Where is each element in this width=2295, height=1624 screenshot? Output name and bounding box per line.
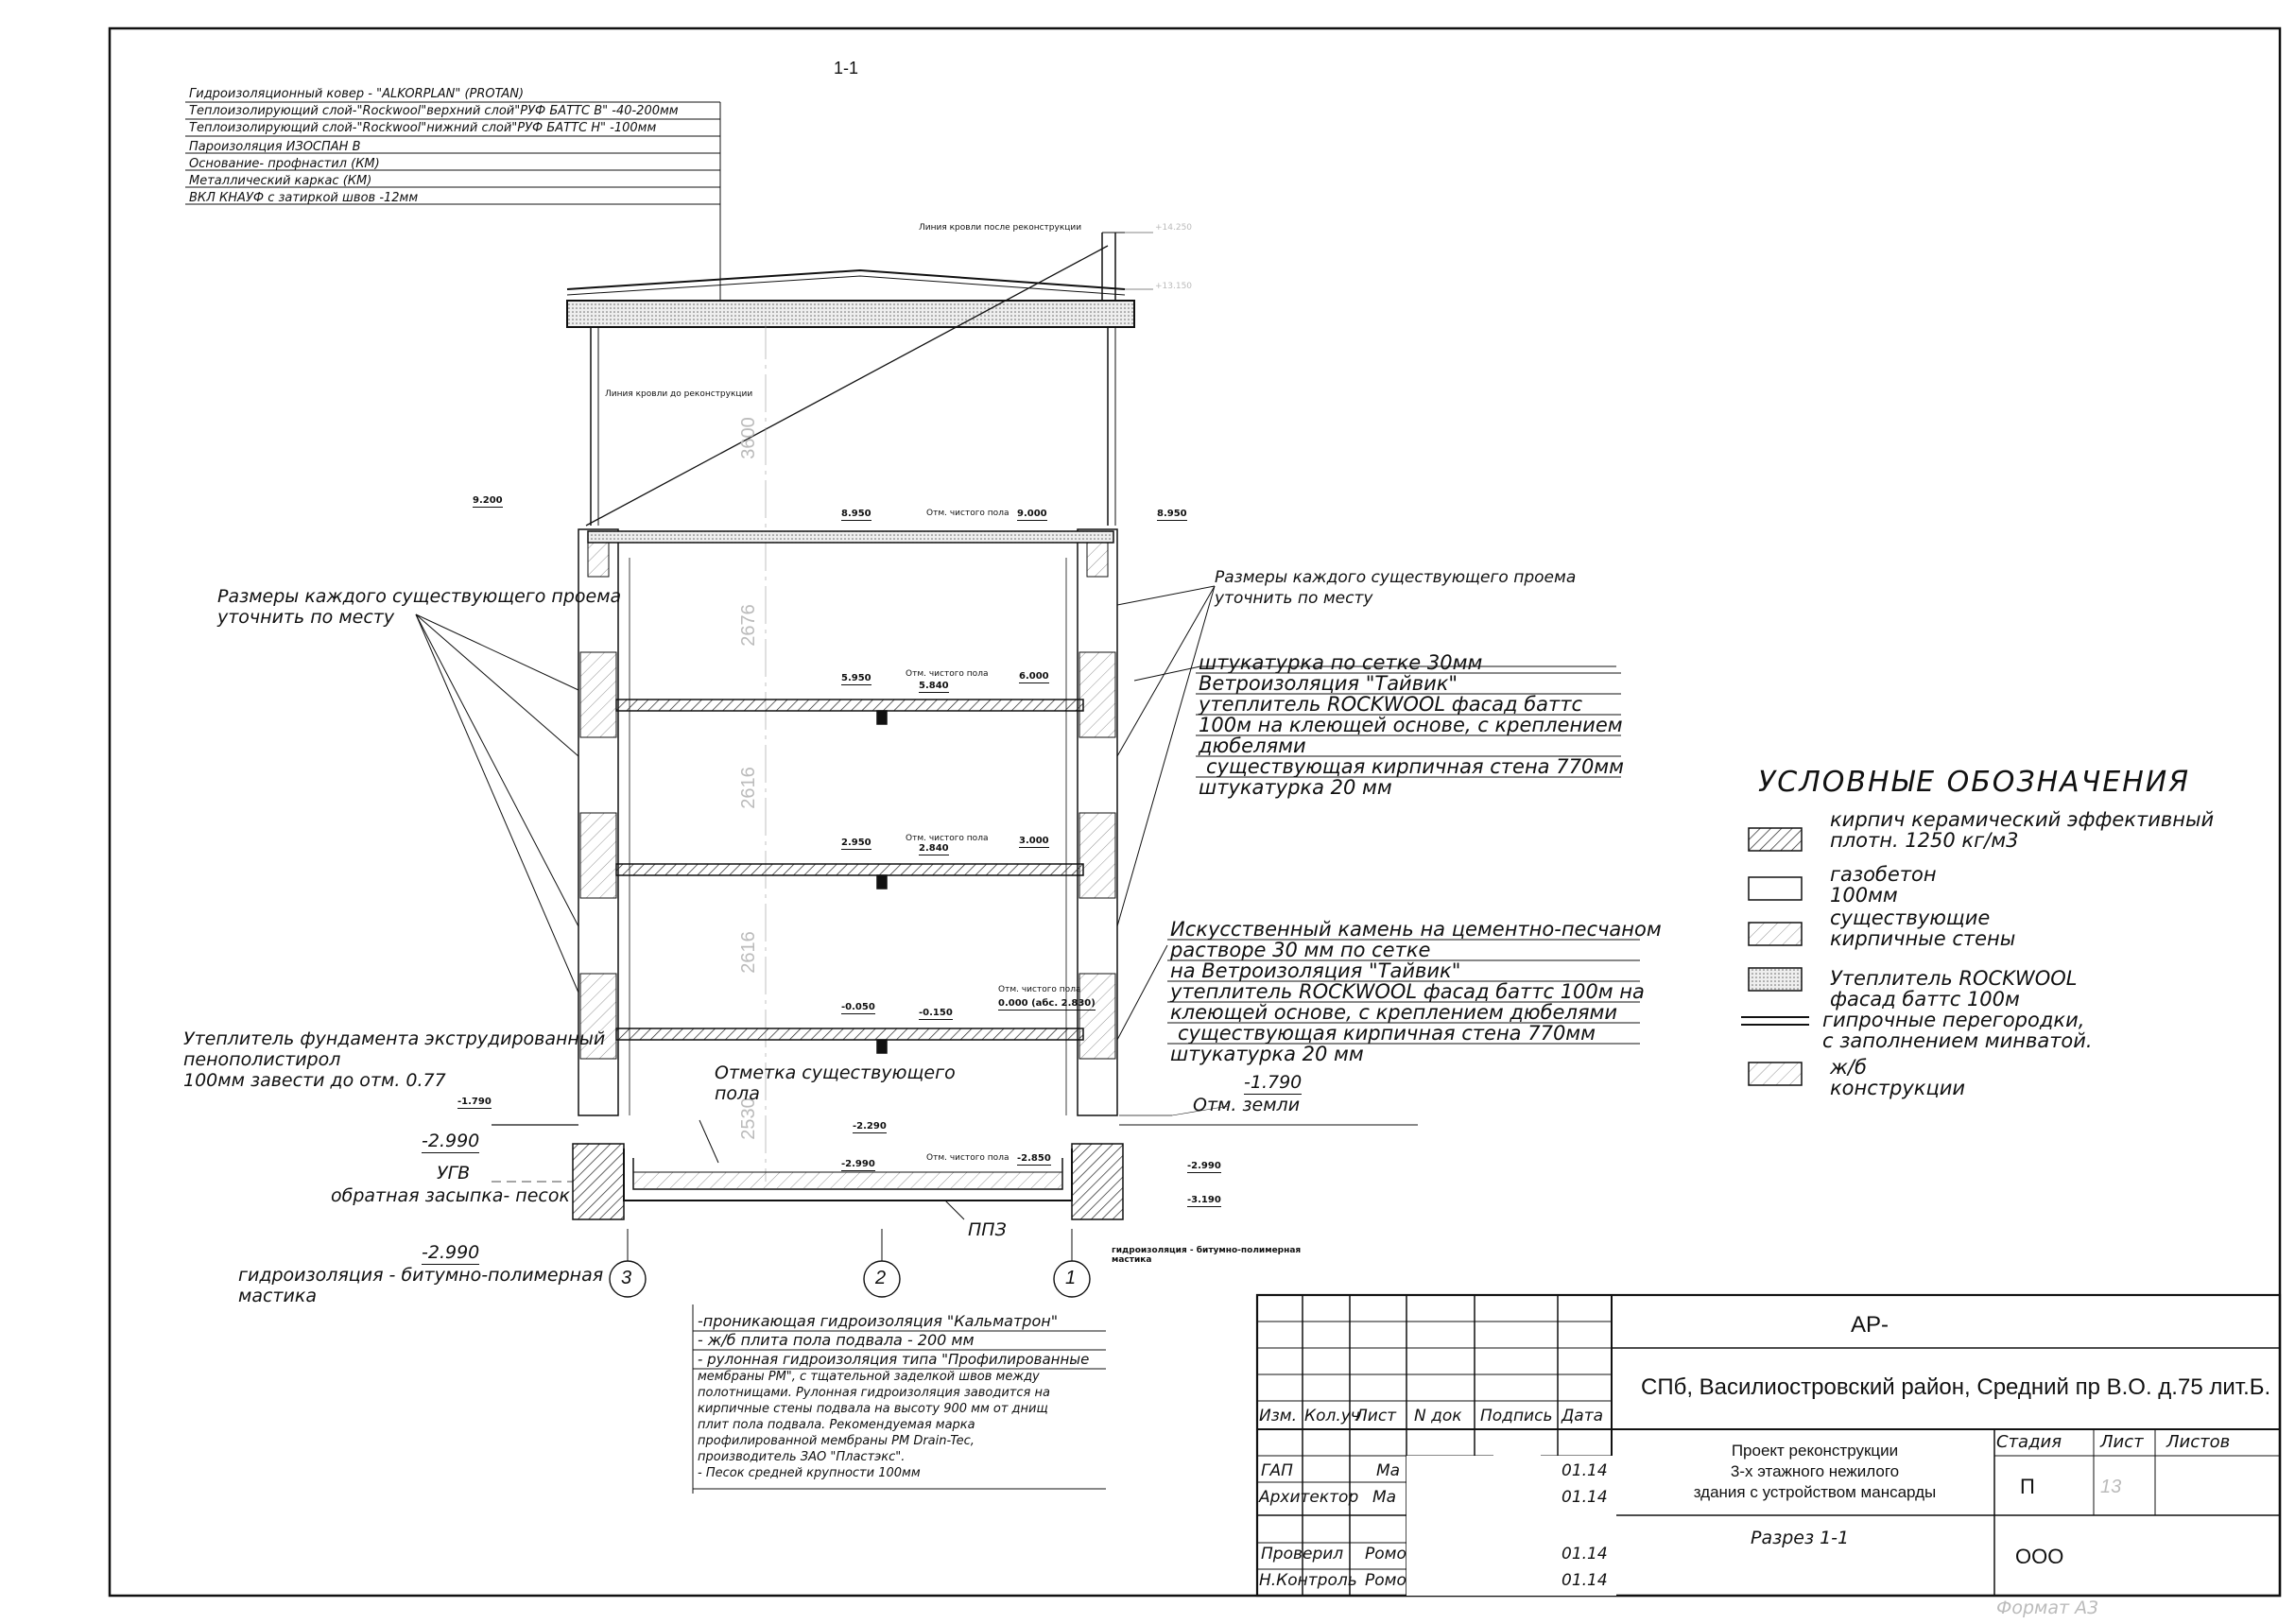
elev-0000: 0.000 (абс. 2.830) <box>998 998 1096 1009</box>
document-code: АР- <box>1851 1312 1889 1338</box>
role-checked: Проверил <box>1261 1545 1344 1564</box>
date-gap: 01.14 <box>1562 1461 1608 1480</box>
wall-lower-layers: Искусственный камень на цементно-песчаном растворе 30 мм по сетке на Ветроизоляция "Тайвик" утеплитель ROCKWOOL фасад баттс 100м на клеющей основе, с креплением дюбелями существующая кирпичная стена 770мм штукатурка 20 мм <box>1170 918 1662 1065</box>
elev-5950: 5.950 <box>841 673 871 683</box>
dim-floor2: 2616 <box>737 767 759 809</box>
address: СПб, Василиостровский район, Средний пр В.О. д.75 лит.Б. <box>1641 1374 2271 1400</box>
legend-item: гипрочные перегородки, с заполнением минватой. <box>1822 1009 2093 1052</box>
axis-1: 1 <box>1065 1268 1077 1288</box>
roof-line-before-label: Линия кровли до реконструкции <box>605 389 753 399</box>
roof-layer: Теплоизолирующий слой-"Rockwool"верхний слой"РУФ БАТТС В" -40-200мм <box>189 104 679 118</box>
elev-minus-1790-left: -1.790 <box>457 1097 492 1107</box>
legend-item: кирпич керамический эффективный плотн. 1250 кг/м3 <box>1830 808 2215 852</box>
elev-clean-6: Отм. чистого пола <box>906 669 989 679</box>
legend-item: ж/б конструкции <box>1830 1056 1966 1099</box>
elev-2840: 2.840 <box>919 843 949 854</box>
col-count: Кол.уч <box>1304 1407 1360 1425</box>
elev-minus-2290: -2.290 <box>853 1121 887 1132</box>
roof-layer: Пароизоляция ИЗОСПАН В <box>189 140 361 154</box>
roof-layer: Основание- профнастил (КМ) <box>189 157 380 171</box>
ppz-label: ППЗ <box>968 1219 1007 1240</box>
elev-minus-3190: -3.190 <box>1187 1195 1221 1205</box>
project-title: Проект реконструкции 3-х этажного нежилого здания с устройством мансарды <box>1693 1442 1937 1501</box>
stage-value: П <box>2020 1475 2035 1498</box>
legend-item: газобетон 100мм <box>1830 863 1937 907</box>
elev-minus-0050: -0.050 <box>841 1002 875 1012</box>
roof-layer: Теплоизолирующий слой-"Rockwool"нижний слой"РУФ БАТТС Н" -100мм <box>189 121 657 135</box>
date-architect: 01.14 <box>1562 1488 1608 1507</box>
name-gap: Ма <box>1376 1461 1401 1480</box>
legend-item: существующие кирпичные стены <box>1830 907 2016 950</box>
sheet-number: 13 <box>2100 1477 2122 1497</box>
drawing-name: Разрез 1-1 <box>1751 1528 1850 1548</box>
waterproofing-note-small: гидроизоляция - битумно-полимерная мастика <box>1112 1246 1302 1265</box>
waterproofing-note: гидроизоляция - битумно-полимерная мастика <box>238 1265 604 1306</box>
dim-floor1: 2616 <box>737 931 759 974</box>
axis-2: 2 <box>875 1268 887 1288</box>
col-signature: Подпись <box>1480 1407 1553 1425</box>
col-change: Изм. <box>1259 1407 1297 1425</box>
section-title: 1-1 <box>834 59 859 78</box>
role-architect: Архитектор <box>1259 1488 1359 1507</box>
elev-6000: 6.000 <box>1019 671 1049 682</box>
legend-title: УСЛОВНЫЕ ОБОЗНАЧЕНИЯ <box>1758 766 2191 799</box>
dim-attic: 3600 <box>737 417 759 459</box>
elev-clean-9: Отм. чистого пола <box>926 509 1009 518</box>
name-architect: Ма <box>1372 1488 1397 1507</box>
role-norm-control: Н.Контроль <box>1259 1571 1357 1590</box>
elev-minus-2990-a: -2.990 <box>422 1131 480 1151</box>
elev-minus-1790-right: -1.790 <box>1244 1072 1303 1093</box>
elev-5840: 5.840 <box>919 681 949 691</box>
sheets-label: Листов <box>2166 1432 2231 1452</box>
col-sheet: Лист <box>1355 1407 1397 1425</box>
roof-elevation-2: +13.150 <box>1155 282 1193 291</box>
existing-floor-note: Отметка существующего пола <box>715 1063 956 1104</box>
elev-minus-0150: -0.150 <box>919 1008 953 1018</box>
elev-clean-basement: Отм. чистого пола <box>926 1153 1009 1163</box>
date-checked: 01.14 <box>1562 1545 1608 1564</box>
wall-upper-layers: штукатурка по сетке 30мм Ветроизоляция "Тайвик" утеплитель ROCKWOOL фасад баттс 100м на клеющей основе, с креплением дюбелями существующая кирпичная стена 770мм штукатурка 20 мм <box>1199 651 1624 799</box>
elev-2950: 2.950 <box>841 838 871 848</box>
elev-3000: 3.000 <box>1019 836 1049 846</box>
col-doc: N док <box>1414 1407 1462 1425</box>
elev-9200: 9.200 <box>473 495 503 506</box>
ground-level-label: Отм. земли <box>1193 1095 1301 1115</box>
roof-layer: Металлический каркас (КМ) <box>189 174 372 188</box>
roof-layer: Гидроизоляционный ковер - "ALKORPLAN" (PROTAN) <box>189 87 525 101</box>
basement-floor-spec: -проникающая гидроизоляция "Кальматрон" - ж/б плита пола подвала - 200 мм - рулонная гидроизоляция типа "Профилированные мембраны PM", с тщательной заделкой швов между полотнищами. Рулонная гидроизоляция заводится на кирпичные стены подвала на высоту 900 мм от днищ плит пола подвала. Рекомендуемая марка профилированной мембраны PM Drain-Tec, производитель ЗАО "Пластэкс". - Песок средней крупности 100мм <box>698 1312 1090 1480</box>
elev-minus-2850: -2.850 <box>1017 1153 1051 1164</box>
col-date: Дата <box>1562 1407 1604 1425</box>
dim-floor3: 2676 <box>737 604 759 647</box>
axis-3: 3 <box>621 1268 632 1288</box>
roof-layer: ВКЛ КНАУФ с затиркой швов -12мм <box>189 191 419 205</box>
name-checked: Ромо <box>1365 1545 1406 1564</box>
dim-basement: 2530 <box>737 1097 759 1140</box>
name-norm-control: Ромо <box>1365 1571 1406 1590</box>
elev-minus-2990-d: -2.990 <box>422 1242 480 1263</box>
elev-clean-0: Отм. чистого пола <box>998 985 1081 994</box>
elev-9000: 9.000 <box>1017 509 1047 519</box>
date-norm-control: 01.14 <box>1562 1571 1608 1590</box>
openings-note-right: Размеры каждого существующего проема уточнить по месту <box>1215 568 1577 608</box>
role-gap: ГАП <box>1261 1461 1293 1480</box>
elev-clean-3: Отм. чистого пола <box>906 834 989 843</box>
stage-label: Стадия <box>1996 1432 2062 1452</box>
elev-8950-left: 8.950 <box>841 509 871 519</box>
roof-line-after-label: Линия кровли после реконструкции <box>919 223 1082 233</box>
sheet-format: Формат А3 <box>1996 1598 2099 1618</box>
elev-8950-right: 8.950 <box>1157 509 1187 519</box>
openings-note-left: Размеры каждого существующего проема уточнить по месту <box>217 586 622 628</box>
elev-minus-2990-c: -2.990 <box>1187 1161 1221 1171</box>
legend-item: Утеплитель ROCKWOOL фасад баттс 100м <box>1830 967 2078 1011</box>
backfill-note: обратная засыпка- песок <box>331 1185 570 1206</box>
organization: ООО <box>2015 1545 2064 1568</box>
foundation-insulation-note: Утеплитель фундамента экструдированный пенополистирол 100мм завести до отм. 0.77 <box>183 1028 606 1091</box>
elev-minus-2990-b: -2.990 <box>841 1159 875 1169</box>
groundwater-label: УГВ <box>437 1163 471 1183</box>
sheet-label: Лист <box>2100 1432 2144 1452</box>
roof-elevation-top: +14.250 <box>1155 223 1193 233</box>
